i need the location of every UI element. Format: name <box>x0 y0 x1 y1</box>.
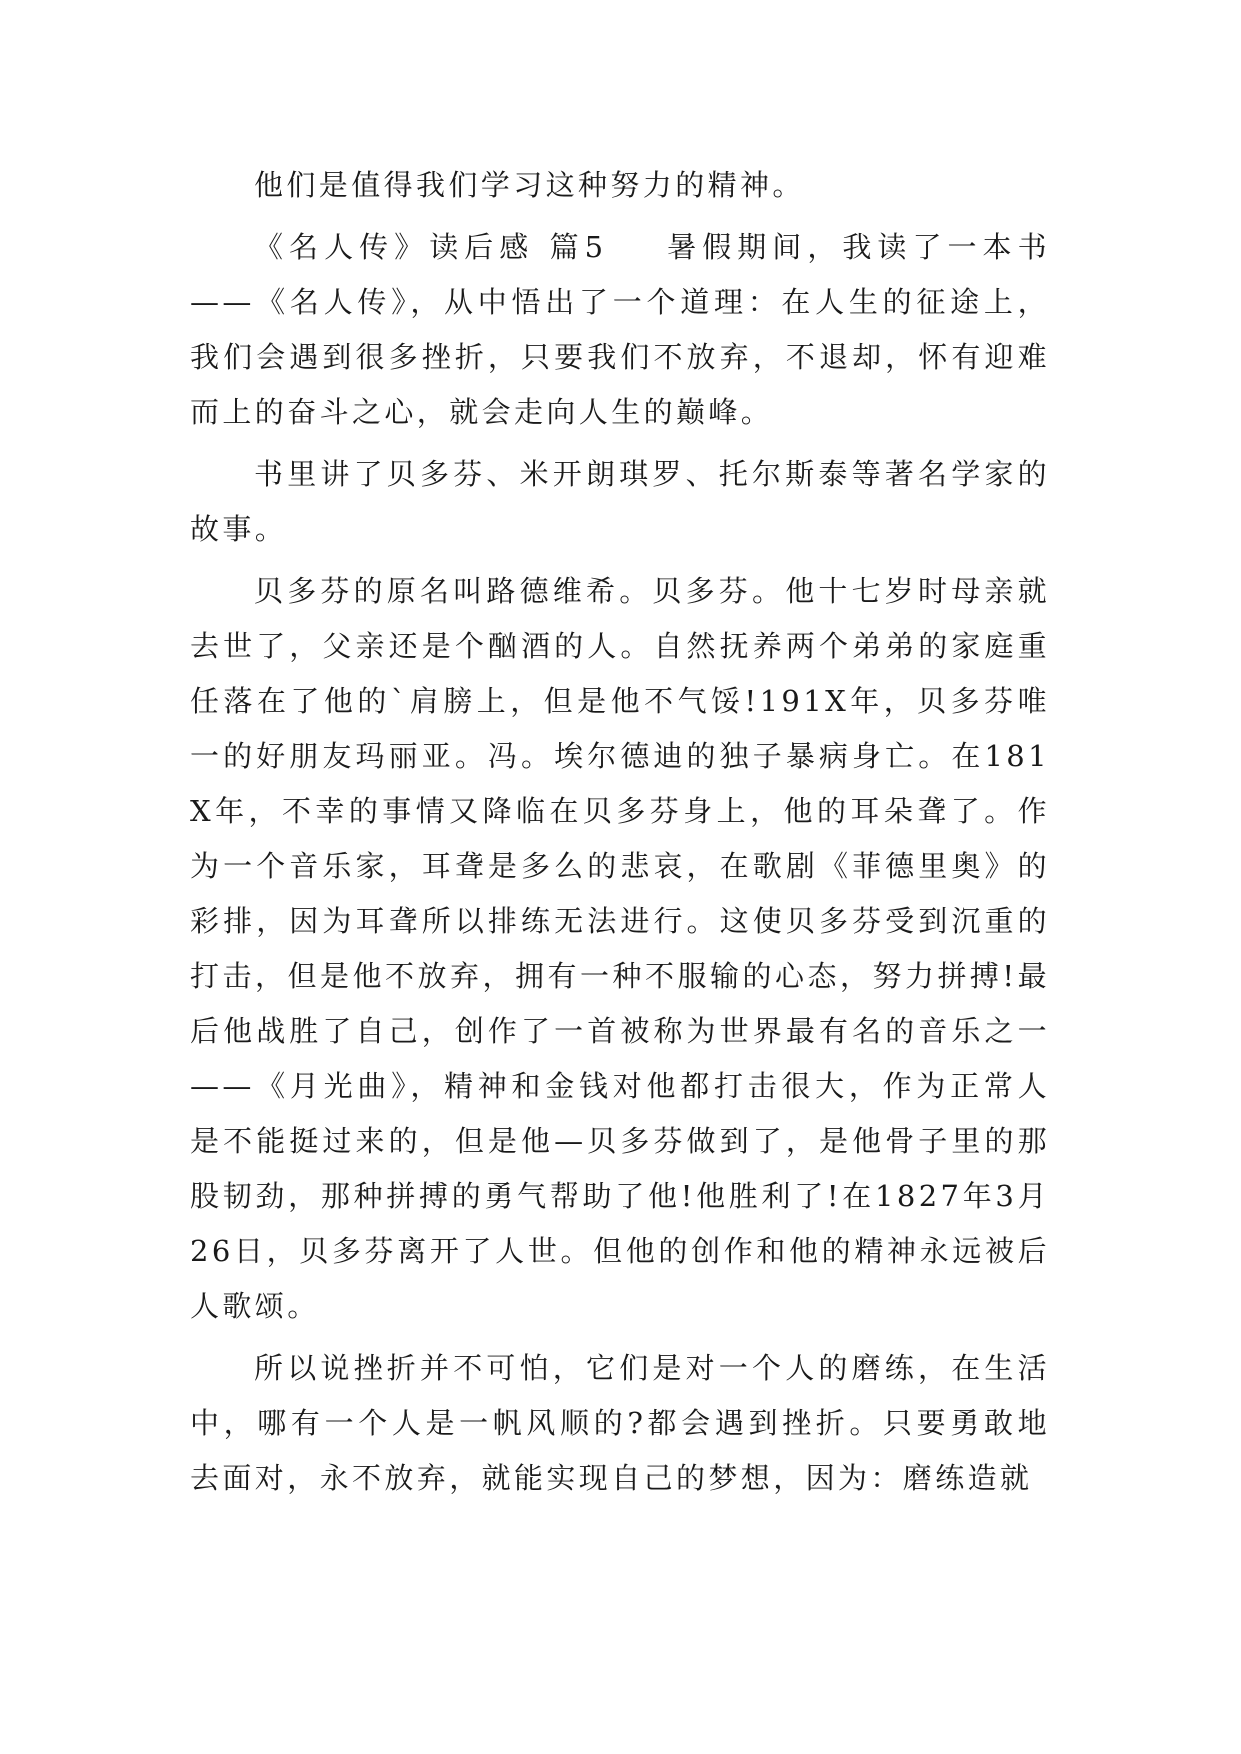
paragraph-3: 书里讲了贝多芬、米开朗琪罗、托尔斯泰等著名学家的故事。 <box>190 457 1050 546</box>
paragraph-5: 所以说挫折并不可怕，它们是对一个人的磨练，在生活中，哪有一个人是一帆风顺的?都会遇到挫折。只要勇敢地去面对，永不放弃，就能实现自己的梦想，因为：磨练造就 <box>190 1351 1050 1495</box>
paragraph-2 <box>190 220 1050 440</box>
paragraph-1: 他们是值得我们学习这种努力的精神。 <box>254 168 805 202</box>
section-heading: 《名人传》读后感 篇5 <box>254 230 607 264</box>
document-body <box>190 158 1050 1506</box>
paragraph-2-text: 暑假期间，我读了一本书——《名人传》，从中悟出了一个道理：在人生的征途上，我们会遇到很多挫折，只要我们不放弃，不退却，怀有迎难而上的奋斗之心，就会走向人生的巅峰。 <box>190 230 1050 429</box>
paragraph-4: 贝多芬的原名叫路德维希。贝多芬。他十七岁时母亲就去世了，父亲还是个酗酒的人。自然抚养两个弟弟的家庭重任落在了他的`肩膀上，但是他不气馁!191X年，贝多芬唯一的好朋友玛丽亚。冯。埃尔德迪的独子暴病身亡。在181X年，不幸的事情又降临在贝多芬身上，他的耳朵聋了。作为一个音乐家，耳聋是多么的悲哀，在歌剧《菲德里奥》的彩排，因为耳聋所以排练无法进行。这使贝多芬受到沉重的打击，但是他不放弃，拥有一种不服输的心态，努力拼搏!最后他战胜了自己，创作了一首被称为世界最有名的音乐之一——《月光曲》，精神和金钱对他都打击很大，作为正常人是不能挺过来的，但是他—贝多芬做到了，是他骨子里的那股韧劲，那种拼搏的勇气帮助了他!他胜利了!在1827年3月26日，贝多芬离开了人世。但他的创作和他的精神永远被后人歌颂。 <box>190 574 1050 1323</box>
